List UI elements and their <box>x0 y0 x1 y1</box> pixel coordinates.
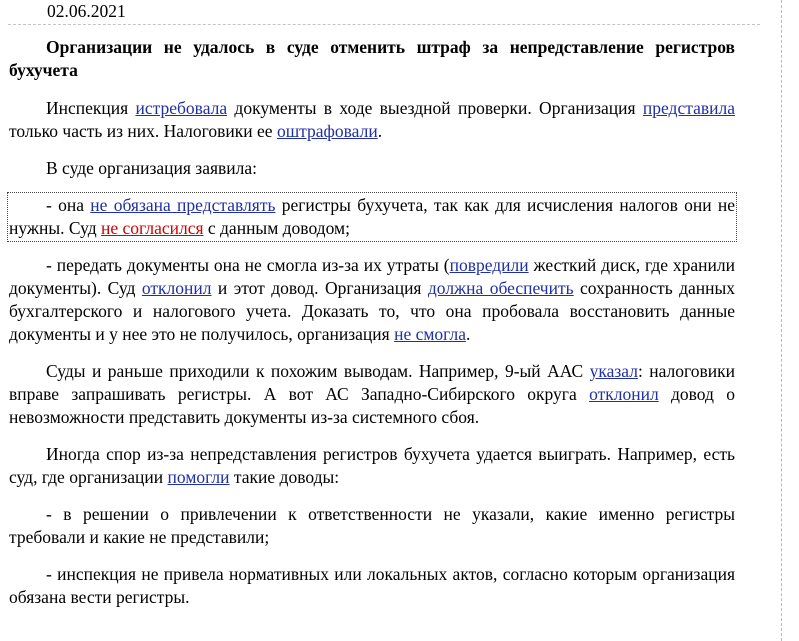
text: Иногда спор из-за непредставления регистров бухучета удается выиграть. Например, есть суд, где организации <box>9 444 735 487</box>
text: только часть из них. Налоговики ее <box>9 121 277 141</box>
publication-date: 02.06.2021 <box>47 1 126 21</box>
link-ne-smogla[interactable]: не смогла <box>394 324 466 344</box>
link-povredili[interactable]: повредили <box>449 255 529 275</box>
text: такие доводы: <box>229 467 340 487</box>
text: . <box>377 121 383 141</box>
header-divider <box>8 24 760 25</box>
link-oshtrafovali[interactable]: оштрафовали <box>276 121 378 141</box>
text: жесткий диск, где хранили документы). Суд <box>9 255 736 298</box>
text: : налоговики вправе запрашивать регистры. А вот АС Западно-Сибирского округа <box>9 361 735 404</box>
paragraph-6 <box>9 443 735 489</box>
link-otklonil-2[interactable]: отклонил <box>589 384 659 404</box>
text: сохранность данных бухгалтерского и налогового учета. Доказать то, что она пробовала восстановить данные документы и у нее это не получилось, организация <box>9 278 736 344</box>
text: Суды и раньше приходили к похожим выводам. Например, 9-ый ААС <box>46 361 590 381</box>
paragraph-7 <box>9 503 735 549</box>
article-body <box>9 36 735 609</box>
link-ukazal[interactable]: указал <box>589 361 638 381</box>
paragraph-4 <box>9 254 735 346</box>
paragraph-1 <box>9 97 735 143</box>
text: - в решении о привлечении к ответственности не указали, какие именно регистры требовали и какие не представили; <box>9 504 735 547</box>
text: Инспекция <box>46 98 136 118</box>
link-pomogli[interactable]: помогли <box>167 467 230 487</box>
text: - передать документы она не смогла из-за их утраты ( <box>46 255 450 275</box>
text: В суде организация заявила: <box>46 158 258 178</box>
paragraph-2 <box>9 157 735 180</box>
page-margin-guide <box>781 0 783 641</box>
article-title: Организации не удалось в суде отменить штраф за непредставление регистров бухучета <box>9 37 735 80</box>
text: регистры бухучета, так как для исчисления налогов они не нужны. Суд <box>9 195 736 238</box>
link-otklonil[interactable]: отклонил <box>141 278 212 298</box>
link-ne-soglasilsya[interactable]: не согласился <box>101 218 204 238</box>
text: с данным доводом; <box>203 218 350 238</box>
paragraph-5 <box>9 360 735 429</box>
text: довод о невозможности представить документы из-за системного сбоя. <box>9 384 735 427</box>
link-predstavila[interactable]: представила <box>642 98 735 118</box>
link-istrebovala[interactable]: истребовала <box>135 98 228 118</box>
link-dolzhna-obespechit[interactable]: должна обеспечить <box>427 278 574 298</box>
text: и этот довод. Организация <box>211 278 428 298</box>
text: - инспекция не привела нормативных или локальных актов, согласно которым организация обязана вести регистры. <box>9 564 735 607</box>
text: - она <box>46 195 91 215</box>
text: . <box>465 324 471 344</box>
link-ne-obyazana-predstavlyat[interactable]: не обязана представлять <box>90 195 276 215</box>
paragraph-3 <box>9 194 735 240</box>
text: документы в ходе выездной проверки. Организация <box>227 98 643 118</box>
paragraph-8 <box>9 563 735 609</box>
